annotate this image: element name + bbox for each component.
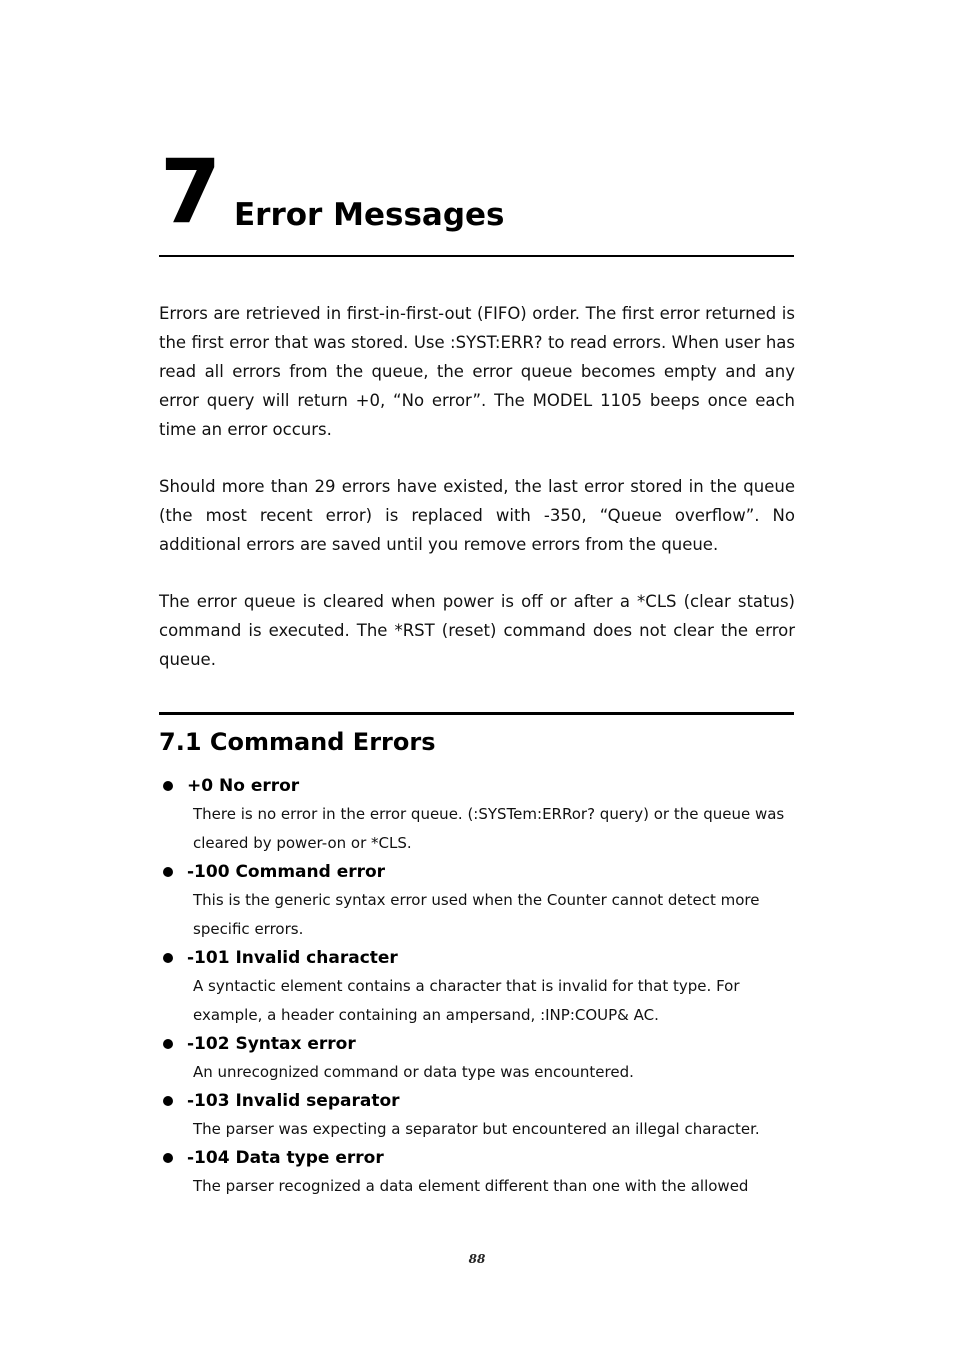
error-description: There is no error in the error queue. (:SYSTem:ERRor? query) or the queue was cleared by power-on or *CLS. [193,805,785,852]
intro-paragraph-1: Errors are retrieved in first-in-first-out (FIFO) order. The first error returned is the first error that was stored. Use :SYST:ERR? to read errors. When user has read all errors from the queue, the error queue becomes empty and any error query will return +0, “No error”. The MODEL 1105 beeps once each time an error occurs. [159,303,795,439]
error-heading [159,1087,799,1115]
error-description: A syntactic element contains a character that is invalid for that type. For example, a header containing an ampersand, :INP:COUP& AC. [193,977,740,1024]
error-code: +0 No error [187,776,300,796]
section-title: 7.1 Command Errors [159,728,436,756]
page-number: 88 [468,1252,486,1266]
bullet-icon [163,1039,173,1049]
error-item [159,1030,799,1087]
section-divider [159,712,794,715]
error-heading [159,944,799,972]
error-item [159,858,799,944]
chapter-title: Error Messages [234,197,505,233]
error-item [159,944,799,1030]
bullet-icon [163,867,173,877]
error-description: The parser recognized a data element different than one with the allowed [193,1177,749,1195]
chapter-divider [159,255,794,257]
intro-paragraph-2: Should more than 29 errors have existed, the last error stored in the queue (the most recent error) is replaced with -350, “Queue overflow”. No additional errors are saved until you remove errors from the queue. [159,476,795,554]
error-description: The parser was expecting a separator but encountered an illegal character. [193,1120,760,1138]
error-item [159,1087,799,1144]
error-code: -104 Data type error [187,1148,384,1168]
error-heading [159,1030,799,1058]
error-item [159,772,799,858]
bullet-icon [163,1153,173,1163]
error-heading [159,772,799,800]
error-heading [159,1144,799,1172]
error-code: -102 Syntax error [187,1034,356,1054]
error-item [159,1144,799,1201]
error-code: -103 Invalid separator [187,1091,400,1111]
bullet-icon [163,953,173,963]
chapter-number: 7 [160,140,222,243]
intro-paragraph-3: The error queue is cleared when power is off or after a *CLS (clear status) command is executed. The *RST (reset) command does not clear the error queue. [159,591,795,669]
bullet-icon [163,781,173,791]
bullet-icon [163,1096,173,1106]
error-description: An unrecognized command or data type was encountered. [193,1063,634,1081]
error-description: This is the generic syntax error used when the Counter cannot detect more specific errors. [193,891,760,938]
error-code: -101 Invalid character [187,948,398,968]
error-code: -100 Command error [187,862,386,882]
error-list [159,772,799,1201]
error-heading [159,858,799,886]
